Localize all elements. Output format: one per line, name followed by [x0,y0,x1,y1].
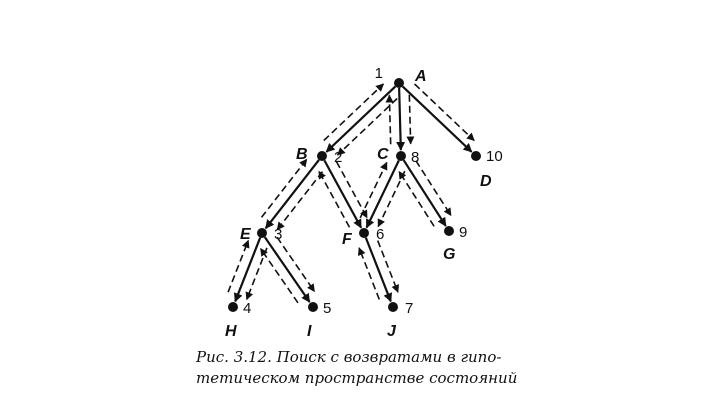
node-dot [317,151,327,161]
node-letter: C [377,146,389,163]
node-letter: B [296,146,308,163]
node-dot [257,228,267,238]
node-dot [359,228,369,238]
node-dot [308,302,318,312]
node-dot [396,151,406,161]
edge-E-H [235,238,260,302]
node-dot [388,302,398,312]
edge-F-J [366,238,391,302]
edge-B-E [266,160,319,228]
node-letter: J [387,323,396,340]
node-number: 4 [243,300,252,317]
node-number: 9 [459,224,468,241]
caption-line-2: тетическом пространстве состояний [196,369,518,387]
node-number: 1 [374,65,383,82]
trace-step-14 [378,171,405,226]
edge-A-C [399,88,401,150]
node-letter: E [240,226,251,243]
node-dot [394,78,404,88]
trace-step-7 [261,159,306,217]
node-letter: I [307,323,312,340]
node-E [240,226,282,243]
trace-step-3 [247,248,267,300]
node-number: 8 [411,149,420,166]
caption-line-1: Рис. 3.12. Поиск с возвратами в гипо- [196,348,502,366]
figure-caption [196,347,556,389]
trace-step-4 [228,241,248,293]
node-letter: G [443,246,456,263]
node-number: 5 [323,300,332,317]
node-H [225,300,251,340]
trace-step-9 [378,241,398,293]
edge-C-G [404,160,446,226]
node-dot [444,226,454,236]
trace-step-10 [359,248,379,300]
node-number: 2 [334,149,343,166]
node-J [387,300,413,340]
node-G [443,224,467,263]
search-trace-layer [228,84,474,303]
edge-A-D [403,86,472,151]
node-number: 10 [486,148,503,165]
trace-step-15 [360,162,387,217]
trace-step-19 [415,84,475,140]
trace-step-13 [409,95,410,144]
node-D [471,148,503,190]
edge-A-B [326,86,395,151]
nodes-layer [225,65,503,340]
node-dot [228,302,238,312]
node-I [307,300,331,340]
node-number: 3 [274,226,283,243]
trace-step-12 [324,84,384,140]
trace-step-2 [277,172,322,230]
edge-E-I [265,237,310,302]
node-number: 6 [376,226,385,243]
node-letter: D [480,173,492,190]
node-letter: A [415,68,427,85]
edge-B-F [324,160,361,227]
node-letter: H [225,323,237,340]
node-number: 7 [405,300,414,317]
node-letter: F [342,231,352,248]
node-dot [471,151,481,161]
trace-step-18 [389,95,390,144]
node-F [342,226,384,248]
